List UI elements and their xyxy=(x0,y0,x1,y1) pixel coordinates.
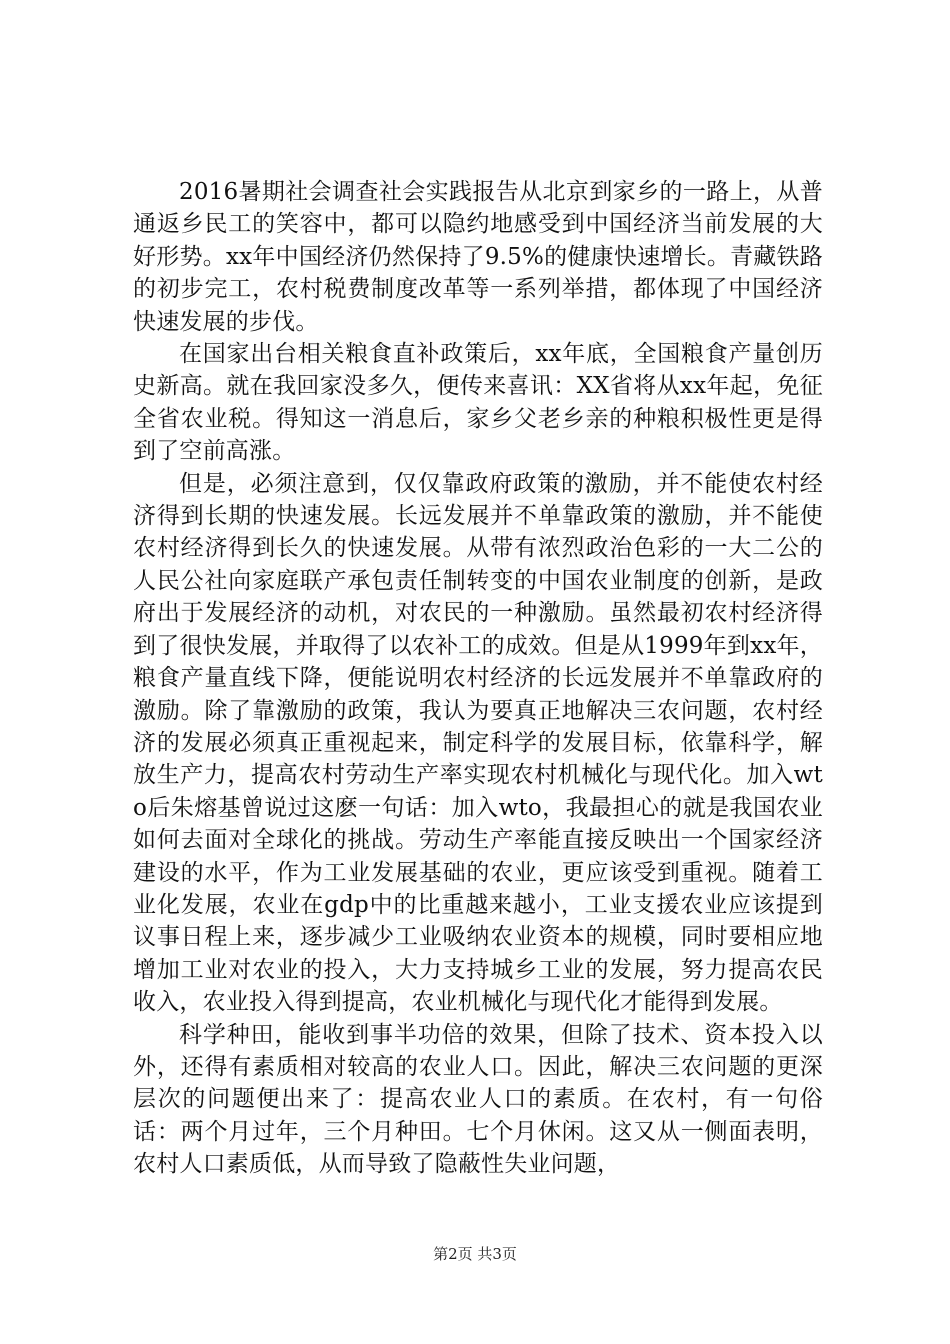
page-footer: 第2页 共3页 xyxy=(433,1245,517,1263)
paragraph-2: 在国家出台相关粮食直补政策后，xx年底，全国粮食产量创历史新高。就在我回家没多久，便传来喜讯：XX省将从xx年起，免征全省农业税。得知这一消息后，家乡父老乡亲的种粮积极性更是得到了空前高涨。 xyxy=(133,341,823,465)
paragraph-3: 但是，必须注意到，仅仅靠政府政策的激励，并不能使农村经济得到长期的快速发展。长远发展并不单靠政策的激励，并不能使农村经济得到长久的快速发展。从带有浓烈政治色彩的一大二公的人民公社向家庭联产承包责任制转变的中国农业制度的创新，是政府出于发展经济的动机，对农民的一种激励。虽然最初农村经济得到了很快发展，并取得了以农补工的成效。但是从1999年到xx年，粮食产量直线下降，便能说明农村经济的长远发展并不单靠政府的激励。除了靠激励的政策，我认为要真正地解决三农问题，农村经济的发展必须真正重视起来，制定科学的发展目标，依靠科学，解放生产力，提高农村劳动生产率实现农村机械化与现代化。加入wto后朱熔基曾说过这麽一句话：加入wto，我最担心的就是我国农业如何去面对全球化的挑战。劳动生产率能直接反映出一个国家经济建设的水平，作为工业发展基础的农业，更应该受到重视。随着工业化发展，农业在gdp中的比重越来越小，工业支援农业应该提到议事日程上来，逐步减少工业吸纳农业资本的规模，同时要相应地增加工业对农业的投入，大力支持城乡工业的发展，努力提高农民收入，农业投入得到提高，农业机械化与现代化才能得到发展。 xyxy=(133,470,823,1016)
document-body xyxy=(133,176,823,1181)
paragraph-4: 科学种田，能收到事半功倍的效果，但除了技术、资本投入以外，还得有素质相对较高的农业人口。因此，解决三农问题的更深层次的问题便出来了：提高农业人口的素质。在农村，有一句俗话：两个月过年，三个月种田。七个月休闲。这又从一侧面表明，农村人口素质低，从而导致了隐蔽性失业问题， xyxy=(133,1021,823,1178)
paragraph-1: 2016暑期社会调查社会实践报告从北京到家乡的一路上，从普通返乡民工的笑容中，都可以隐约地感受到中国经济当前发展的大好形势。xx年中国经济仍然保持了9.5%的健康快速增长。青藏铁路的初步完工，农村税费制度改革等一系列举措，都体现了中国经济快速发展的步伐。 xyxy=(133,179,823,335)
